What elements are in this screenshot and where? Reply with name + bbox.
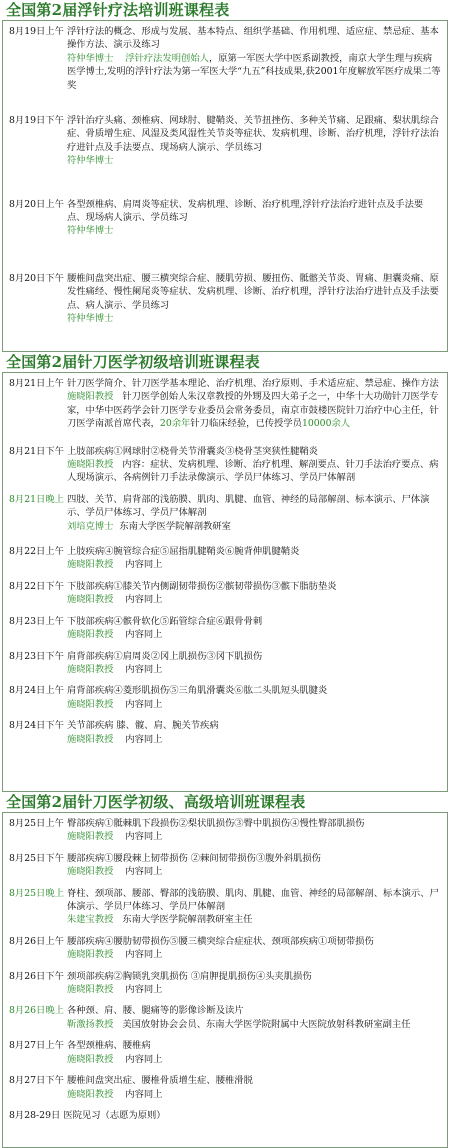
session-content: 颈项部疾病②胸锁乳突肌损伤 ③肩胛提肌损伤④头夹肌损伤 (66, 970, 312, 982)
session-body (67, 719, 441, 746)
schedule-row (9, 615, 441, 642)
session-date: 8月27日下午 (9, 1075, 64, 1087)
session-date: 8月22日上午 (9, 546, 64, 558)
schedule-panel-zhendao-advanced (2, 812, 448, 1148)
schedule-row (9, 493, 441, 533)
schedule-row (9, 719, 441, 746)
schedule-row (9, 25, 441, 92)
schedule-panel-zhendao-basic (2, 372, 448, 792)
session-date: 8月21日晚上 (9, 493, 64, 505)
schedule-row (9, 684, 441, 711)
teacher-note: 内容同上 (125, 559, 163, 571)
teacher-name: 施晓阳教授 (66, 391, 114, 403)
session-body (67, 970, 441, 997)
session-content: 脊柱、颈项部、腰部、臀部的浅筋膜、肌肉、肌腱、血管、神经的局部解剖、标本演示、尸体演示、学员尸体练习、学员尸体解剖 (66, 887, 439, 913)
section-title: 全国第2届针刀医学初级培训班课程表 (6, 353, 260, 371)
session-teacher-line (67, 52, 441, 92)
session-body (67, 852, 441, 879)
session-body (67, 493, 441, 533)
session-content: 浮针疗法的概念、形成与发展、基本特点、组织学基础、作用机理、适应症、禁忌症、基本操作方法、演示及练习 (66, 26, 439, 51)
session-body (67, 1004, 441, 1031)
teacher-note: 针刀医学创始人朱汉章教授的外甥及四大弟子之一，中华十大功勋针刀医学专家，中华中医药学会针刀医学专业委员会常务委员，南京市鼓楼医院针刀治疗中心主任，针刀医学南派首席代表， (66, 391, 439, 430)
session-date: 8月21日上午 (9, 378, 64, 389)
session-date: 8月25日上午 (9, 818, 64, 829)
session-content: 各型颈椎病、腰椎病 (66, 1040, 151, 1052)
session-teacher-line (67, 390, 441, 430)
teacher-note: 内容：症状、发病机理、诊断、治疗机理、解剖要点、针刀手法治疗要点、病人现场演示、各病例针刀手法录像演示、学员尸体练习、学员尸体解剖 (66, 459, 439, 484)
session-date: 8月28-29日 (9, 1109, 61, 1121)
session-teacher-line (67, 913, 441, 926)
teacher-name: 符仲华博士 (66, 225, 114, 237)
session-teacher-line (67, 558, 441, 571)
teacher-note: 美国放射协会会员、东南大学医学院附属中大医院放射科教研室副主任 (122, 1018, 411, 1030)
session-date: 8月22日下午 (9, 580, 64, 592)
session-content: 针刀医学简介、针刀医学基本理论、治疗机理、治疗原则、手术适应症、禁忌症、操作方法 (66, 378, 439, 389)
session-date: 8月21日下午 (9, 445, 64, 457)
session-teacher-line (67, 1018, 441, 1031)
session-body (67, 615, 441, 642)
session-date: 8月20日下午 (9, 272, 64, 284)
session-body (67, 684, 441, 711)
session-teacher-line (67, 593, 441, 606)
session-body (67, 935, 441, 962)
teacher-name: 靳激扬教授 (66, 1018, 114, 1030)
session-teacher-line (67, 865, 441, 878)
students-highlight: 10000余人 (301, 418, 351, 430)
session-body (67, 272, 441, 326)
schedule-row (9, 1109, 441, 1122)
session-content: 腰椎间盘突出症、腰三横突综合症、腰肌劳损、腰扭伤、骶髂关节炎、胃痛、胆囊炎痛、原发性痛经、慢性阑尾炎等症状、发病机理、诊断、治疗机理，浮针疗法治疗进针点及手法要点、病人演示、学员练习 (66, 272, 439, 311)
schedule-row (9, 887, 441, 927)
teacher-note: 东南大学医学院解剖教研室主任 (122, 914, 253, 926)
teacher-name: 施晓阳教授 (66, 733, 114, 745)
schedule-row (9, 970, 441, 997)
section-title: 全国第2届针刀医学初级、高级培训班课程表 (6, 793, 306, 811)
teacher-name: 施晓阳教授 (66, 698, 114, 710)
session-teacher-line (67, 628, 441, 641)
session-content: 臀部疾病①骶棘肌下段损伤②梨状肌损伤③臀中肌损伤④慢性臀部肌损伤 (66, 818, 365, 829)
teacher-note: 内容同上 (125, 949, 163, 961)
teacher-name: 符仲华博士 (66, 155, 114, 167)
session-date: 8月25日下午 (9, 852, 64, 864)
session-content: 浮针治疗头痛、颈椎病、网球肘、腱鞘炎、关节扭挫伤、多种关节痛、足跟痛、梨状肌综合症、骨质增生症、风湿及类风湿性关节炎等症状、发病机理、诊断、治疗机理，浮针疗法治疗进针点及手法要点、现场病人演示、学员练习 (66, 115, 439, 153)
session-teacher-line (67, 698, 441, 711)
schedule-row (9, 1004, 441, 1031)
teacher-note: 内容同上 (125, 1053, 163, 1065)
session-body (67, 1074, 441, 1101)
session-body (67, 817, 441, 844)
session-teacher-line (67, 458, 441, 485)
session-teacher-line (67, 663, 441, 676)
session-body (67, 580, 441, 607)
teacher-note: 内容同上 (125, 733, 163, 745)
schedule-row (9, 377, 441, 431)
session-body (67, 650, 441, 677)
teacher-note: ，原第一军医大学中医系副教授，南京大学生理与疾病医学博士,发明的浮针疗法为第一军医大学“九五”科技成果,获2001年度解放军医疗成果二等奖 (66, 52, 441, 91)
teacher-note: 内容同上 (125, 866, 163, 878)
teacher-note: 内容同上 (125, 629, 163, 641)
session-date: 8月26日下午 (9, 970, 64, 982)
session-teacher-line (67, 830, 441, 843)
session-content: 上肢疾病④腕管综合症⑤屈指肌腱鞘炎⑥腕背伸肌腱鞘炎 (66, 546, 300, 558)
session-teacher-line (67, 1053, 441, 1066)
schedule-row (9, 545, 441, 572)
session-date: 8月26日上午 (9, 935, 64, 947)
session-date: 8月19日上午 (9, 26, 64, 37)
teacher-name: 施晓阳教授 (66, 663, 114, 675)
session-teacher-line (67, 733, 441, 746)
teacher-name: 施晓阳教授 (66, 559, 114, 571)
session-body (67, 198, 441, 238)
teacher-name: 施晓阳教授 (66, 831, 114, 843)
experience-highlight: 20余年 (159, 418, 191, 430)
session-content: 关节部疾病 膝、髋、肩、腕关节疾病 (66, 720, 219, 732)
teacher-note: 东南大学医学院解剖教研室 (119, 520, 231, 532)
session-body (67, 887, 441, 927)
schedule-row (9, 580, 441, 607)
session-date: 8月27日上午 (9, 1040, 64, 1052)
session-content: 肩背部疾病④菱形肌损伤⑤三角肌滑囊炎⑥肱二头肌短头肌腱炎 (66, 685, 328, 697)
session-content: 腰部疾病④腰肋韧带损伤⑤腰三横突综合症症状、颈项部疾病①项韧带损伤 (66, 935, 374, 947)
session-content: 下肢部疾病④髌骨软化⑤跖管综合症⑥跟骨骨刺 (66, 615, 263, 627)
schedule-row (9, 198, 441, 238)
session-date: 8月23日上午 (9, 615, 64, 627)
teacher-note: 内容同上 (125, 831, 163, 843)
session-date: 8月24日下午 (9, 720, 64, 732)
teacher-name: 施晓阳教授 (66, 1053, 114, 1065)
teacher-name: 施晓阳教授 (66, 984, 114, 996)
teacher-title: 浮针疗法发明创始人 (125, 52, 209, 64)
schedule-row (9, 272, 441, 326)
session-teacher-line (67, 1088, 441, 1101)
session-content: 各种颈、肩、腰、腿痛等的影像诊断及读片 (66, 1005, 244, 1017)
session-content: 各型颈椎病、肩周炎等症状、发病机理、诊断、治疗机理,浮针疗法治疗进针点及手法要点、现场病人演示、学员练习 (66, 198, 424, 224)
schedule-row (9, 852, 441, 879)
schedule-row (9, 114, 441, 168)
schedule-row (9, 445, 441, 485)
teacher-name: 符仲华博士 (66, 52, 114, 64)
schedule-row (9, 817, 441, 844)
session-date: 8月26日晚上 (9, 1005, 64, 1017)
teacher-name: 施晓阳教授 (66, 594, 114, 606)
teacher-note: 内容同上 (125, 984, 163, 996)
teacher-name: 施晓阳教授 (66, 866, 114, 878)
session-date: 8月19日下午 (9, 115, 64, 127)
session-date: 8月24日上午 (9, 685, 64, 697)
session-body (67, 25, 441, 92)
teacher-name: 施晓阳教授 (66, 1088, 114, 1100)
teacher-name: 符仲华博士 (66, 313, 114, 325)
session-content: 医院见习（志愿为原则） (63, 1109, 166, 1121)
session-teacher-line (67, 948, 441, 961)
teacher-note: 内容同上 (125, 663, 163, 675)
session-body (67, 377, 441, 431)
teacher-name: 施晓阳教授 (66, 629, 114, 641)
teacher-name: 刘培克博士 (66, 520, 114, 532)
session-body (67, 545, 441, 572)
session-teacher-line (67, 983, 441, 996)
teacher-note-cont: 针刀临床经验，已传授学员 (190, 418, 302, 430)
session-body (67, 445, 441, 485)
session-date: 8月23日下午 (9, 650, 64, 662)
session-teacher-line (67, 520, 441, 533)
teacher-note: 内容同上 (125, 594, 163, 606)
schedule-row (9, 650, 441, 677)
session-content: 腰椎间盘突出症、腰椎骨质增生症、腰椎滑脱 (66, 1075, 253, 1087)
teacher-name: 施晓阳教授 (66, 459, 114, 471)
teacher-name: 朱建宝教授 (66, 914, 114, 926)
schedule-row (9, 1039, 441, 1066)
schedule-row (9, 1074, 441, 1101)
session-date: 8月25日晚上 (9, 887, 64, 899)
session-content: 肩背部疾病①肩周炎②冈上肌损伤③冈下肌损伤 (66, 650, 263, 662)
teacher-note: 内容同上 (125, 1088, 163, 1100)
teacher-name: 施晓阳教授 (66, 949, 114, 961)
session-content: 上肢部疾病①网球肘②桡骨关节滑囊炎③桡骨茎突狭性腱鞘炎 (66, 445, 318, 457)
schedule-panel-fuzhen (2, 20, 448, 352)
session-body (67, 114, 441, 168)
session-body (67, 1039, 441, 1066)
teacher-note: 内容同上 (125, 698, 163, 710)
session-date: 8月20日上午 (9, 198, 64, 210)
session-content: 腰部疾病①腰段棘上韧带损伤 ②棘间韧带损伤③腹外斜肌损伤 (66, 852, 321, 864)
section-title: 全国第2届浮针疗法培训班课程表 (6, 1, 230, 19)
session-content: 四肢、关节、肩背部的浅筋膜、肌肉、肌腱、血管、神经的局部解剖、标本演示、尸体演示、学员尸体练习、学员尸体解剖 (66, 493, 430, 519)
session-content: 下肢部疾病①膝关节内侧副韧带损伤②髌韧带损伤③髌下脂肪垫炎 (66, 580, 337, 592)
schedule-row (9, 935, 441, 962)
session-body (63, 1109, 441, 1122)
